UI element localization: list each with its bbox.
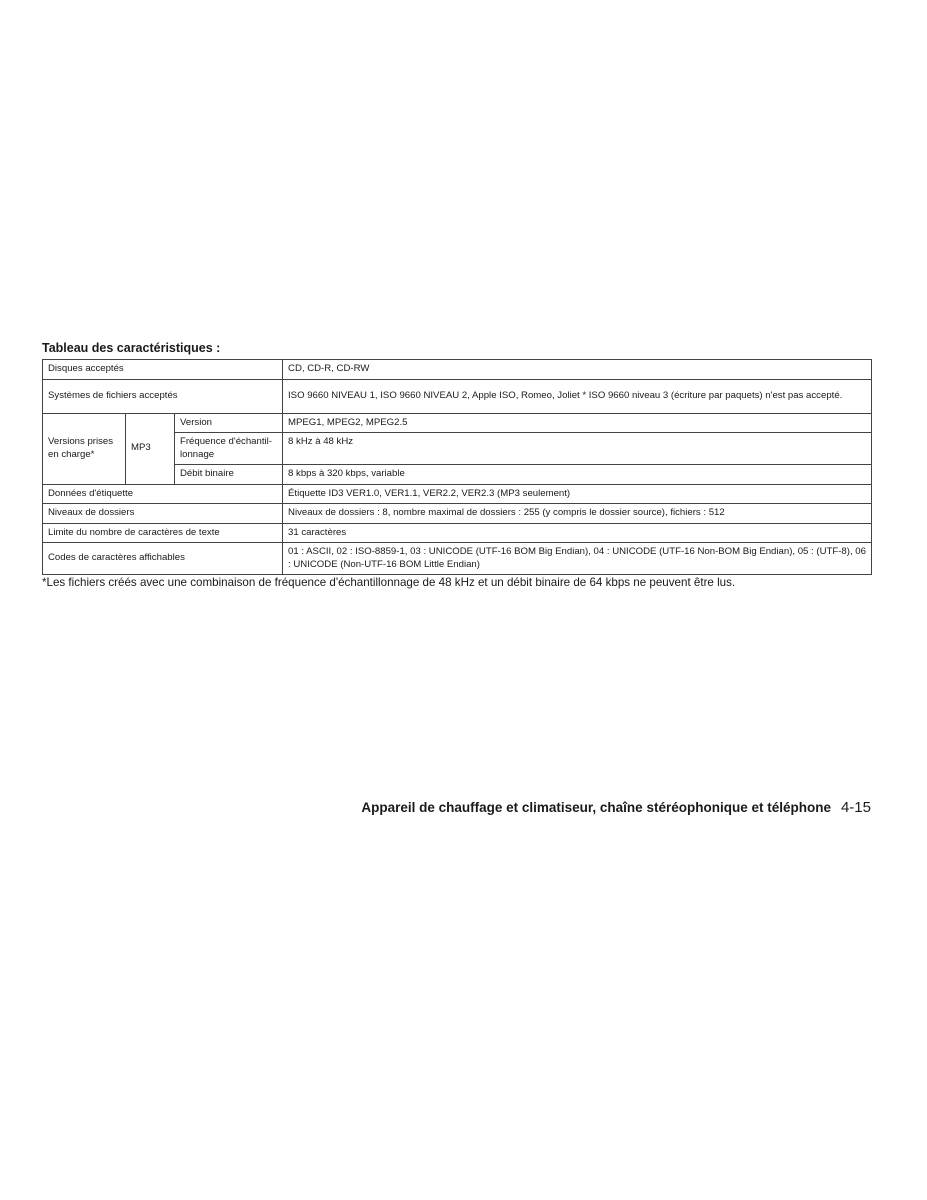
row-label: Version <box>175 413 283 433</box>
table-row <box>43 360 872 380</box>
row-value: 8 kHz à 48 kHz <box>283 433 872 465</box>
row-value: 01 : ASCII, 02 : ISO-8859-1, 03 : UNICODE (UTF-16 BOM Big Endian), 04 : UNICODE (UTF-16 Non-BOM Big Endian), 05 : (UTF-8), 06 : UNICODE (Non-UTF-16 BOM Little Endian) <box>283 543 872 575</box>
table-row <box>43 504 872 524</box>
table-row <box>43 379 872 413</box>
row-value: MPEG1, MPEG2, MPEG2.5 <box>283 413 872 433</box>
row-label: Fréquence d'échantil-lonnage <box>175 433 283 465</box>
table-row <box>43 543 872 575</box>
footnote: *Les fichiers créés avec une combinaison de fréquence d'échantillonnage de 48 kHz et un débit binaire de 64 kbps ne peuvent être lus. <box>42 576 736 589</box>
table-title: Tableau des caractéristiques : <box>42 341 221 355</box>
table-row <box>43 484 872 504</box>
row-label: Limite du nombre de caractères de texte <box>43 523 283 543</box>
row-value: 8 kbps à 320 kbps, variable <box>283 465 872 485</box>
row-label: Systèmes de fichiers acceptés <box>43 379 283 413</box>
row-label: Débit binaire <box>175 465 283 485</box>
page-number: 4-15 <box>840 799 871 816</box>
page-footer <box>361 799 871 816</box>
row-value: Niveaux de dossiers : 8, nombre maximal de dossiers : 255 (y compris le dossier source), fichiers : 512 <box>283 504 872 524</box>
specifications-table <box>42 359 872 575</box>
row-label: Niveaux de dossiers <box>43 504 283 524</box>
row-label: Données d'étiquette <box>43 484 283 504</box>
table-row <box>43 413 872 433</box>
table-row <box>43 523 872 543</box>
row-value: ISO 9660 NIVEAU 1, ISO 9660 NIVEAU 2, Apple ISO, Romeo, Joliet * ISO 9660 niveau 3 (écriture par paquets) n'est pas accepté. <box>283 379 872 413</box>
versions-label: Versions prises en charge* <box>43 413 126 484</box>
row-value: 31 caractères <box>283 523 872 543</box>
row-value: CD, CD-R, CD-RW <box>283 360 872 380</box>
mp3-label: MP3 <box>126 413 175 484</box>
row-label: Codes de caractères affichables <box>43 543 283 575</box>
section-title: Appareil de chauffage et climatiseur, chaîne stéréophonique et téléphone <box>361 800 831 815</box>
row-label: Disques acceptés <box>43 360 283 380</box>
row-value: Étiquette ID3 VER1.0, VER1.1, VER2.2, VER2.3 (MP3 seulement) <box>283 484 872 504</box>
